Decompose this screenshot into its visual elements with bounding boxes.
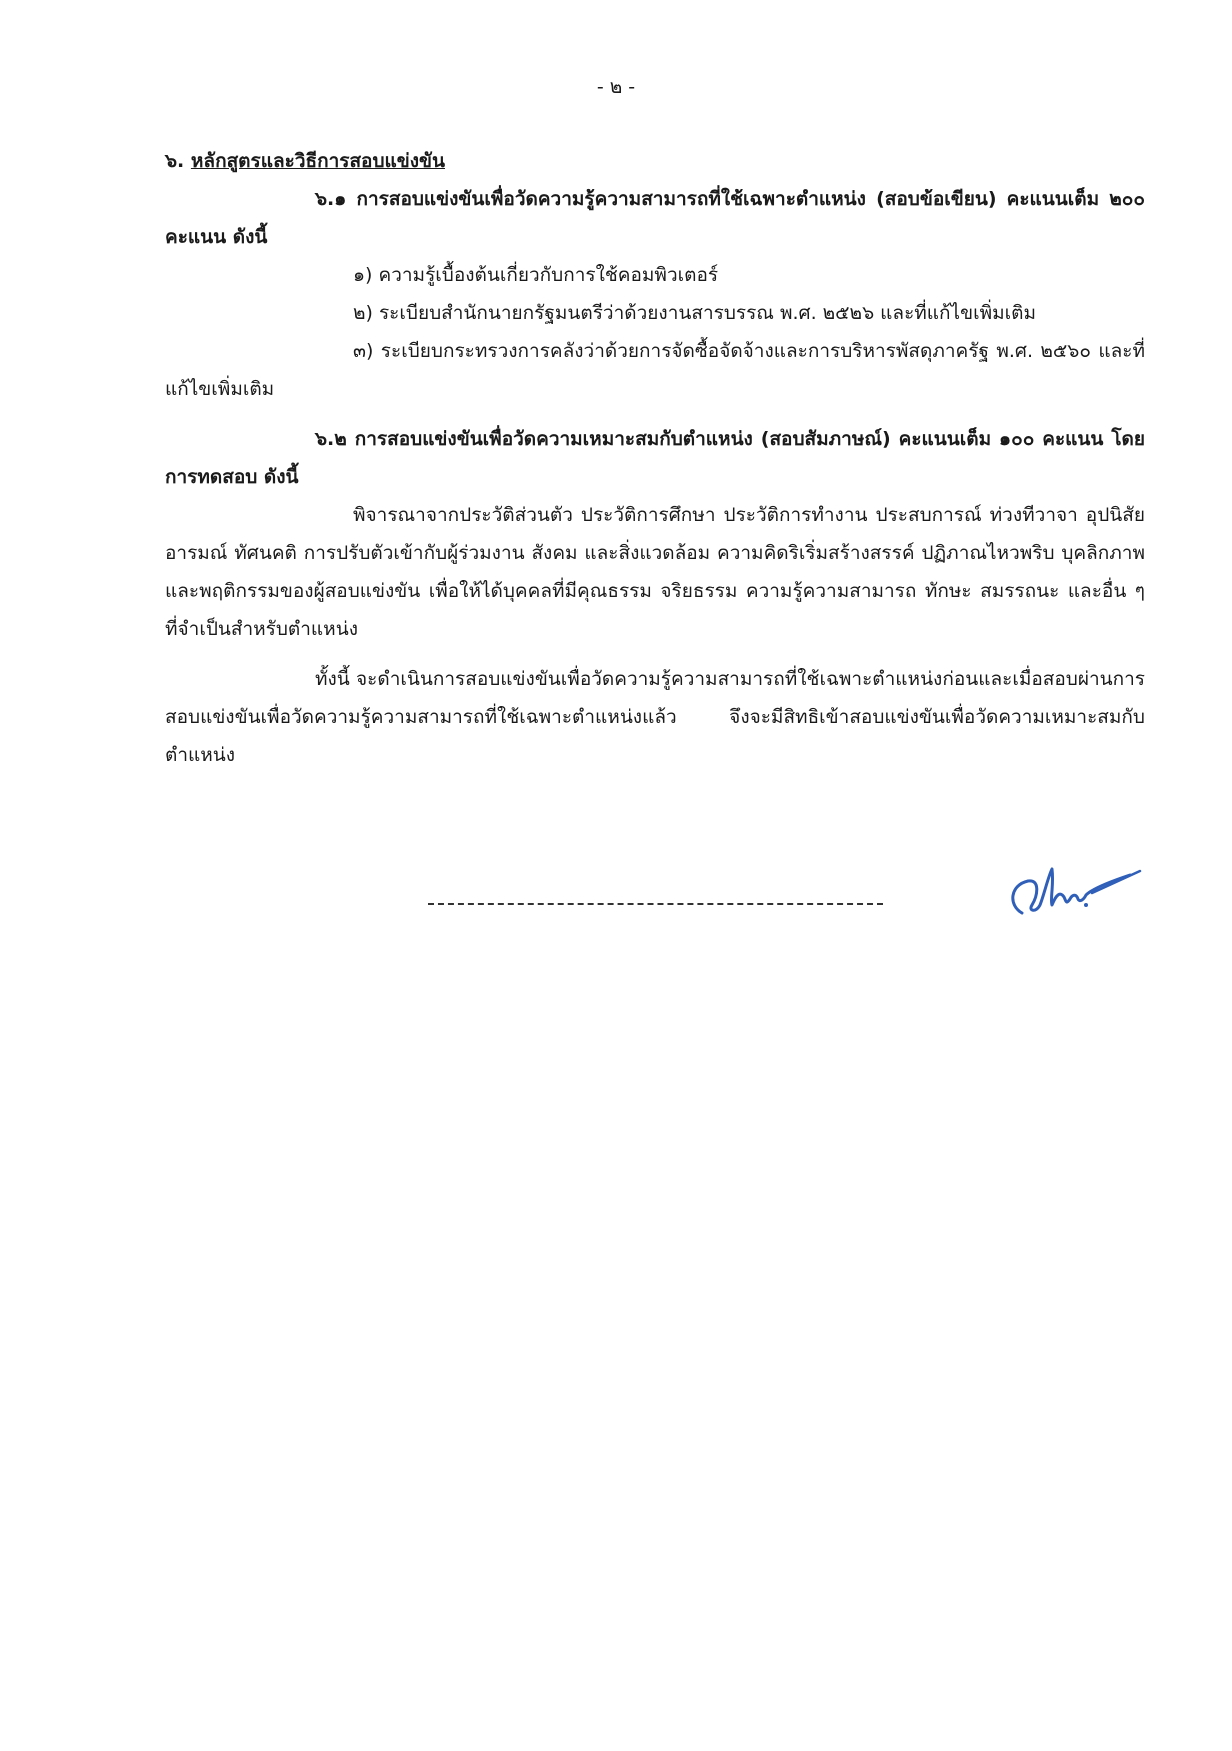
handwritten-signature-icon (1000, 855, 1150, 925)
closing-paragraph: ทั้งนี้ จะดำเนินการสอบแข่งขันเพื่อวัดความรู้ความสามารถที่ใช้เฉพาะตำแหน่งก่อนและเมื่อสอบผ่านการสอบแข่งขันเพื่อวัดความรู้ความสามารถที่ใช้เฉพาะตำแหน่งแล้ว จึงจะมีสิทธิเข้าสอบแข่งขันเพื่อวัดความเหมาะสมกับตำแหน่ง (165, 668, 1145, 766)
list-item-2: ๒) ระเบียบสำนักนายกรัฐมนตรีว่าด้วยงานสารบรรณ พ.ศ. ๒๕๒๖ และที่แก้ไขเพิ่มเติม (353, 302, 1036, 324)
section-heading (165, 142, 1145, 180)
document-body (165, 142, 1145, 774)
subsection-6-1-heading: ๖.๑ การสอบแข่งขันเพื่อวัดความรู้ความสามารถที่ใช้เฉพาะตำแหน่ง (สอบข้อเขียน) คะแนนเต็ม ๒๐๐ คะแนน ดังนี้ (165, 188, 1145, 248)
subsection-6-2-heading: ๖.๒ การสอบแข่งขันเพื่อวัดความเหมาะสมกับตำแหน่ง (สอบสัมภาษณ์) คะแนนเต็ม ๑๐๐ คะแนน โดยการทดสอบ ดังนี้ (165, 428, 1145, 488)
list-item-3: ๓) ระเบียบกระทรวงการคลังว่าด้วยการจัดซื้อจัดจ้างและการบริหารพัสดุภาครัฐ พ.ศ. ๒๕๖๐ และที่แก้ไขเพิ่มเติม (165, 340, 1145, 400)
section-number: ๖. (165, 150, 185, 172)
page-number: - ๒ - (596, 76, 636, 98)
section-title: หลักสูตรและวิธีการสอบแข่งขัน (190, 150, 446, 172)
dashed-divider (428, 903, 883, 905)
subsection-6-2-paragraph: พิจารณาจากประวัติส่วนตัว ประวัติการศึกษา ประวัติการทำงาน ประสบการณ์ ท่วงทีวาจา อุปนิสัย อารมณ์ ทัศนคติ การปรับตัวเข้ากับผู้ร่วมงาน สังคม และสิ่งแวดล้อม ความคิดริเริ่มสร้างสรรค์ ปฏิภาณไหวพริบ บุคลิกภาพและพฤติกรรมของผู้สอบแข่งขัน เพื่อให้ได้บุคคลที่มีคุณธรรม จริยธรรม ความรู้ความสามารถ ทักษะ สมรรถนะ และอื่น ๆ ที่จำเป็นสำหรับตำแหน่ง (165, 504, 1145, 640)
list-item-1: ๑) ความรู้เบื้องต้นเกี่ยวกับการใช้คอมพิวเตอร์ (353, 264, 719, 286)
